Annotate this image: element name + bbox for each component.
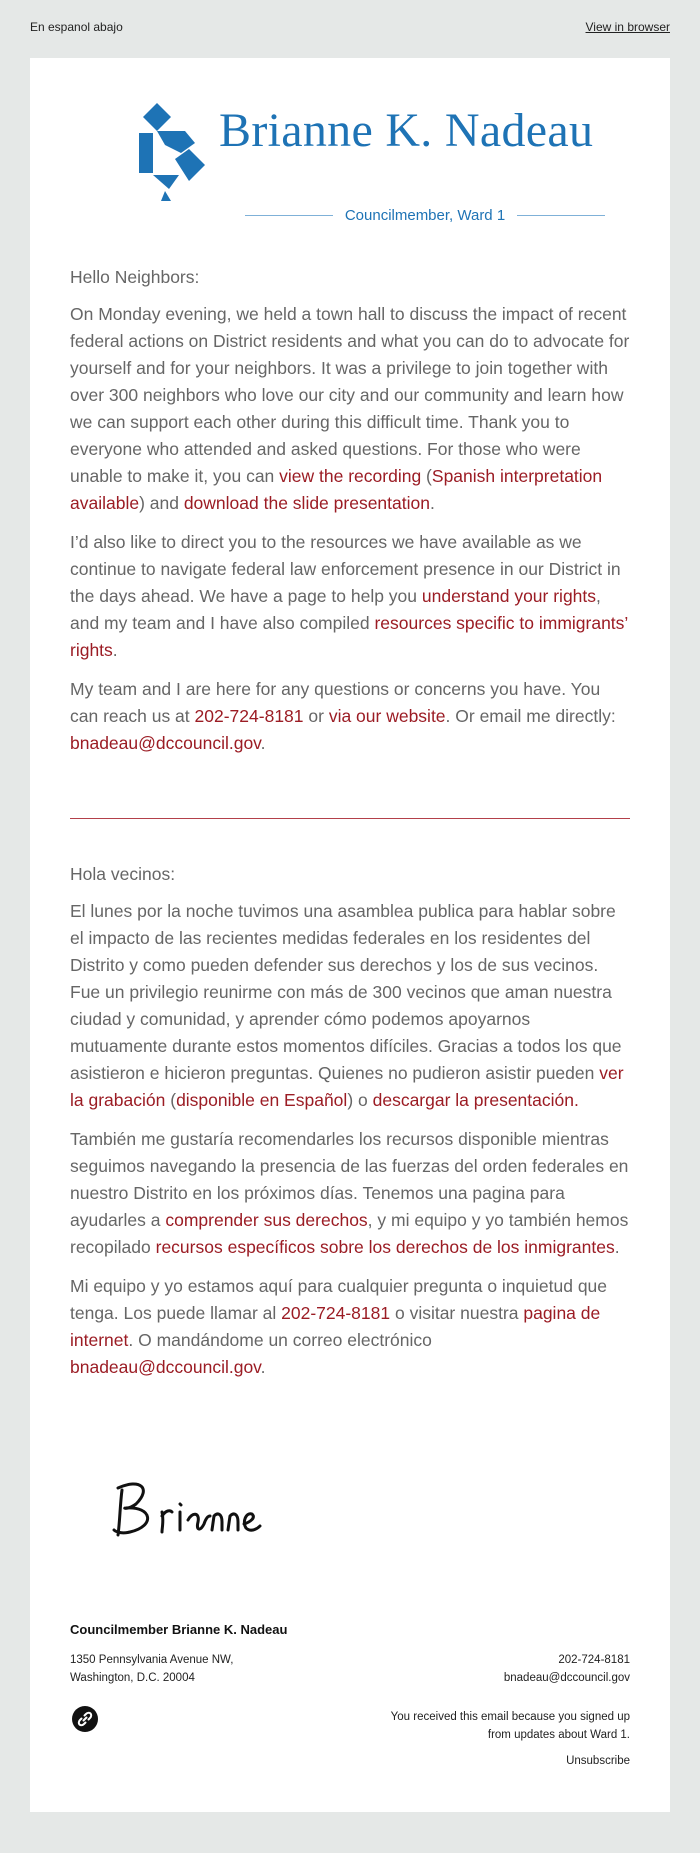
pagina-internet-link[interactable]: pagina de internet (70, 1303, 601, 1350)
spanish-paragraph-2: También me gustaría recomendarles los recursos disponible mientras seguimos navegando la presencia de las fuerzas del orden federales en nuestro Distrito en los próximos días. Tenemos una pagina para ayudarles a comprender sus derechos, y mi equipo y yo también hemos recopilado recursos específicos sobre los derechos de los inmigrantes. (70, 1129, 629, 1257)
handwritten-signature (100, 1460, 300, 1550)
english-paragraph-1: On Monday evening, we held a town hall to discuss the impact of recent federal actions on District residents and what you can do to advocate for yourself and for your neighbors. It was a privilege to join together with over 300 neighbors who love our city and our community and learn how we can support each other during this difficult time. Thank you to everyone who attended and asked questions. For those who were unable to make it, you can view the recording (Spanish interpretation available) and download the slide presentation. (70, 304, 630, 513)
immigrant-rights-link[interactable]: resources specific to immigrants’ rights (70, 613, 628, 660)
link-icon[interactable] (72, 1706, 98, 1732)
spanish-paragraph-3: Mi equipo y yo estamos aquí para cualquier pregunta o inquietud que tenga. Los puede llamar al 202-724-8181 o visitar nuestra pagina de internet. O mandándome un correo electrónico bnadeau@dccouncil.gov. (70, 1276, 608, 1377)
spanish-section (70, 861, 630, 1393)
footer-contact (504, 1651, 630, 1687)
section-divider (70, 818, 630, 819)
footer-address (70, 1651, 233, 1687)
derechos-inmigrantes-link[interactable]: recursos específicos sobre los derechos de los inmigrantes (155, 1237, 615, 1257)
logo-subtitle: Councilmember, Ward 1 (344, 206, 506, 224)
email-card (30, 58, 670, 1812)
telefono-link[interactable]: 202-724-8181 (281, 1303, 391, 1323)
councilmember-logo (105, 103, 625, 224)
disponible-espanol-link[interactable]: disponible en Español (176, 1090, 348, 1110)
preheader (0, 0, 700, 58)
ver-grabacion-link[interactable]: ver la grabación (70, 1063, 624, 1110)
footer-name: Councilmember Brianne K. Nadeau (70, 1622, 288, 1637)
english-section (70, 264, 630, 769)
website-link[interactable]: via our website (328, 706, 446, 726)
comprender-derechos-link[interactable]: comprender sus derechos (165, 1210, 368, 1230)
address-line-2: Washington, D.C. 20004 (70, 1672, 195, 1684)
logo-name: Brianne K. Nadeau (219, 104, 594, 157)
logo-rule-right (517, 215, 605, 216)
logo-mark-icon (135, 103, 215, 203)
spanish-greeting: Hola vecinos: (70, 864, 176, 884)
footer-email[interactable]: bnadeau@dccouncil.gov (503, 1672, 630, 1684)
spanish-paragraph-1: El lunes por la noche tuvimos una asamblea publica para hablar sobre el impacto de las recientes medidas federales en los residentes del Distrito y como pueden defender sus derechos y los de sus vecinos. Fue un privilegio reunirme con más de 300 vecinos que aman nuestra ciudad y comunidad, y aprender cómo podemos apoyarnos mutuamente durante estos momentos difíciles. Gracias a todos los que asistieron e hicieron preguntas. Quienes no pudieron asistir pueden ver la grabación (disponible en Español) o descargar la presentación. (70, 901, 624, 1110)
chain-link-icon (72, 1706, 98, 1732)
unsubscribe-link[interactable]: Unsubscribe (566, 1755, 630, 1767)
footer-phone[interactable]: 202-724-8181 (558, 1654, 630, 1666)
address-line-1: 1350 Pennsylvania Avenue NW, (70, 1654, 234, 1666)
descargar-presentacion-link[interactable]: descargar la presentación. (372, 1090, 579, 1110)
spanish-below-note: En espanol abajo (30, 20, 123, 34)
view-in-browser-link[interactable]: View in browser (585, 20, 670, 34)
download-slides-link[interactable]: download the slide presentation (183, 493, 430, 513)
logo-rule-left (245, 215, 333, 216)
understand-rights-link[interactable]: understand your rights (421, 586, 597, 606)
logo-subtitle-row (245, 205, 605, 225)
correo-link[interactable]: bnadeau@dccouncil.gov (70, 1357, 261, 1377)
received-notice: You received this email because you signed up from updates about Ward 1. (390, 1711, 630, 1741)
view-recording-link[interactable]: view the recording (279, 466, 422, 486)
english-paragraph-3: My team and I are here for any questions or concerns you have. You can reach us at 202-724-8181 or via our website. Or email me directly: bnadeau@dccouncil.gov. (70, 679, 616, 753)
phone-link[interactable]: 202-724-8181 (194, 706, 304, 726)
english-greeting: Hello Neighbors: (70, 267, 200, 287)
english-paragraph-2: I’d also like to direct you to the resources we have available as we continue to navigate federal law enforcement presence in our District in the days ahead. We have a page to help you understand your rights, and my team and I have also compiled resources specific to immigrants’ rights. (70, 532, 628, 660)
spanish-interpretation-link[interactable]: Spanish interpretation available (70, 466, 603, 513)
email-link[interactable]: bnadeau@dccouncil.gov (70, 733, 261, 753)
